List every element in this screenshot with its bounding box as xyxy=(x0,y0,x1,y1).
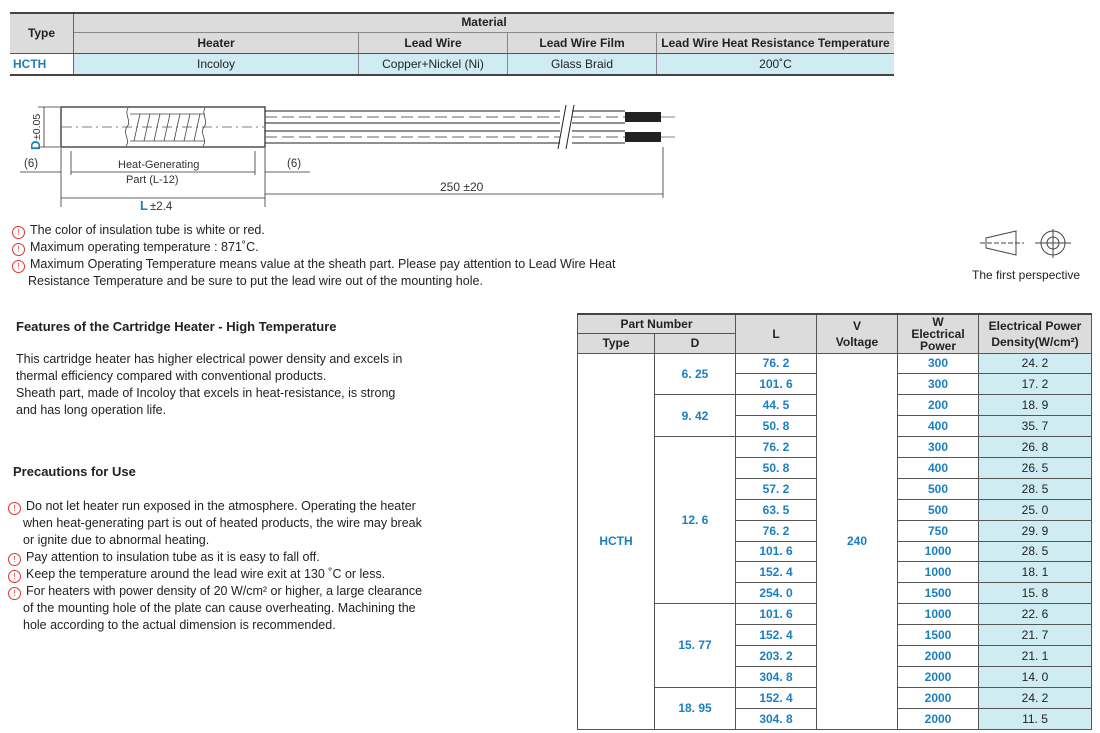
table-top-rule xyxy=(10,12,894,14)
power-value: 1000 xyxy=(898,562,979,583)
heat-resistance-cell: 200˚C xyxy=(657,54,895,76)
density-value: 14. 0 xyxy=(979,666,1092,687)
precautions-title: Precautions for Use xyxy=(13,464,136,479)
precautions-list: ! Do not let heater run exposed in the atmosphere. Operating the heater when heat-generating part is out of heated products, the wire may break or ignite due to abnormal heating. ! Pay attention to insulation tube as it is easy to fall off. ! Keep the temperature around the lead wire exit at 130 ˚C or less. ! For heaters with power density of 20 W/cm² or higher, a large clearance of the mounting hole of the plate can cause overheating. Machining the hole according to the actual dimension is recommended. xyxy=(8,498,478,634)
l-value: 76. 2 xyxy=(736,520,817,541)
break-marks xyxy=(558,105,574,149)
density-value: 18. 9 xyxy=(979,395,1092,416)
right-gap-label: (6) xyxy=(287,158,302,170)
l-value: 203. 2 xyxy=(736,645,817,666)
l-value: 152. 4 xyxy=(736,562,817,583)
density-value: 26. 8 xyxy=(979,437,1092,458)
precaution-item: ! Pay attention to insulation tube as it is easy to fall off. xyxy=(8,549,478,566)
wire-tip-top xyxy=(625,112,661,122)
perspective-label: The first perspective xyxy=(972,268,1081,282)
density-value: 25. 0 xyxy=(979,499,1092,520)
type-header: Type xyxy=(10,12,74,54)
lead-length-label: 250 ±20 xyxy=(440,180,484,194)
power-value: 300 xyxy=(898,374,979,395)
power-value: 2000 xyxy=(898,687,979,708)
heat-part-label-1: Heat-Generating xyxy=(118,159,200,171)
heater-drawing xyxy=(0,95,720,220)
note-3-cont: Resistance Temperature and be sure to put the lead wire out of the mounting hole. xyxy=(28,274,483,288)
power-value: 1500 xyxy=(898,583,979,604)
power-value: 200 xyxy=(898,395,979,416)
note-3: ! Maximum Operating Temperature means value at the sheath part. Please pay attention to Lead Wire Heat xyxy=(12,256,616,273)
density-value: 28. 5 xyxy=(979,478,1092,499)
density-value: 28. 5 xyxy=(979,541,1092,562)
spec-table xyxy=(577,313,1092,730)
density-value: 21. 7 xyxy=(979,625,1092,646)
caution-icon: ! xyxy=(8,502,21,515)
precaution-item: ! For heaters with power density of 20 W/cm² or higher, a large clearance xyxy=(8,583,478,600)
density-value: 26. 5 xyxy=(979,457,1092,478)
l-value: 152. 4 xyxy=(736,625,817,646)
table-row xyxy=(578,353,1092,374)
density-value: 24. 2 xyxy=(979,353,1092,374)
left-gap-label: (6) xyxy=(24,158,39,170)
l-value: 44. 5 xyxy=(736,395,817,416)
caution-icon: ! xyxy=(12,226,25,239)
d-value: 6. 25 xyxy=(655,353,736,395)
density-value: 11. 5 xyxy=(979,708,1092,729)
precaution-item: ! Keep the temperature around the lead wire exit at 130 ˚C or less. xyxy=(8,566,478,583)
heat-part-label-2: Part (L-12) xyxy=(126,174,179,186)
col-heat-resistance: Lead Wire Heat Resistance Temperature xyxy=(657,33,895,54)
power-value: 300 xyxy=(898,353,979,374)
lead-wire-film-cell: Glass Braid xyxy=(508,54,657,76)
l-value: 50. 8 xyxy=(736,416,817,437)
power-value: 1000 xyxy=(898,541,979,562)
d-tolerance: ±0.05 xyxy=(31,113,43,140)
l-value: 152. 4 xyxy=(736,687,817,708)
density-value: 17. 2 xyxy=(979,374,1092,395)
material-header: Material xyxy=(74,12,895,33)
power-value: 500 xyxy=(898,499,979,520)
l-value: 76. 2 xyxy=(736,437,817,458)
d-subheader: D xyxy=(655,333,736,353)
w-header: W Electrical Power xyxy=(898,314,979,353)
type-subheader: Type xyxy=(578,333,655,353)
col-heater: Heater xyxy=(74,33,359,54)
l-header: L xyxy=(736,314,817,353)
part-number-header: Part Number xyxy=(578,314,736,333)
power-value: 2000 xyxy=(898,645,979,666)
type-cell: HCTH xyxy=(10,54,74,76)
density-value: 29. 9 xyxy=(979,520,1092,541)
d-value: 9. 42 xyxy=(655,395,736,437)
density-value: 35. 7 xyxy=(979,416,1092,437)
power-value: 500 xyxy=(898,478,979,499)
d-label: D xyxy=(28,140,43,150)
l-value: 101. 6 xyxy=(736,604,817,625)
power-value: 2000 xyxy=(898,666,979,687)
density-value: 15. 8 xyxy=(979,583,1092,604)
l-value: 63. 5 xyxy=(736,499,817,520)
power-value: 300 xyxy=(898,437,979,458)
power-value: 1000 xyxy=(898,604,979,625)
caution-icon: ! xyxy=(12,243,25,256)
material-table xyxy=(10,12,894,76)
features-title: Features of the Cartridge Heater - High Temperature xyxy=(16,319,337,334)
precaution-item: ! Do not let heater run exposed in the atmosphere. Operating the heater xyxy=(8,498,478,515)
l-value: 304. 8 xyxy=(736,666,817,687)
density-value: 18. 1 xyxy=(979,562,1092,583)
power-value: 750 xyxy=(898,520,979,541)
lead-wire-cell: Copper+Nickel (Ni) xyxy=(359,54,508,76)
l-value: 50. 8 xyxy=(736,457,817,478)
extension-lines xyxy=(20,147,663,207)
features-text: This cartridge heater has higher electrical power density and excels in thermal efficiency compared with conventional products. Sheath part, made of Incoloy that excels in heat-resistance, is strong and has long operation life. xyxy=(16,352,403,417)
projection-symbol-icon xyxy=(972,229,1084,263)
v-header: V Voltage xyxy=(817,314,898,353)
type-value: HCTH xyxy=(578,353,655,729)
lead-wires xyxy=(265,111,625,143)
d-value: 12. 6 xyxy=(655,437,736,604)
l-value: 254. 0 xyxy=(736,583,817,604)
power-value: 2000 xyxy=(898,708,979,729)
heater-cell: Incoloy xyxy=(74,54,359,76)
d-value: 15. 77 xyxy=(655,604,736,688)
power-value: 400 xyxy=(898,457,979,478)
caution-icon: ! xyxy=(8,570,21,583)
density-value: 22. 6 xyxy=(979,604,1092,625)
l-value: 101. 6 xyxy=(736,541,817,562)
l-value: 76. 2 xyxy=(736,353,817,374)
density-value: 21. 1 xyxy=(979,645,1092,666)
caution-icon: ! xyxy=(12,260,25,273)
l-label: L xyxy=(140,198,148,213)
col-lead-wire-film: Lead Wire Film xyxy=(508,33,657,54)
first-perspective xyxy=(972,229,1084,282)
d-value: 18. 95 xyxy=(655,687,736,729)
caution-icon: ! xyxy=(8,587,21,600)
spec-body xyxy=(578,353,1092,729)
l-value: 304. 8 xyxy=(736,708,817,729)
l-tolerance: ±2.4 xyxy=(150,201,173,213)
density-header: Electrical Power Density(W/cm²) xyxy=(979,314,1092,353)
l-value: 57. 2 xyxy=(736,478,817,499)
note-1: ! The color of insulation tube is white or red. xyxy=(12,222,265,239)
wire-tip-bottom xyxy=(625,132,661,142)
note-2: ! Maximum operating temperature : 871˚C. xyxy=(12,239,259,256)
density-value: 24. 2 xyxy=(979,687,1092,708)
power-value: 1500 xyxy=(898,625,979,646)
l-value: 101. 6 xyxy=(736,374,817,395)
caution-icon: ! xyxy=(8,553,21,566)
power-value: 400 xyxy=(898,416,979,437)
voltage-value: 240 xyxy=(817,353,898,729)
col-lead-wire: Lead Wire xyxy=(359,33,508,54)
